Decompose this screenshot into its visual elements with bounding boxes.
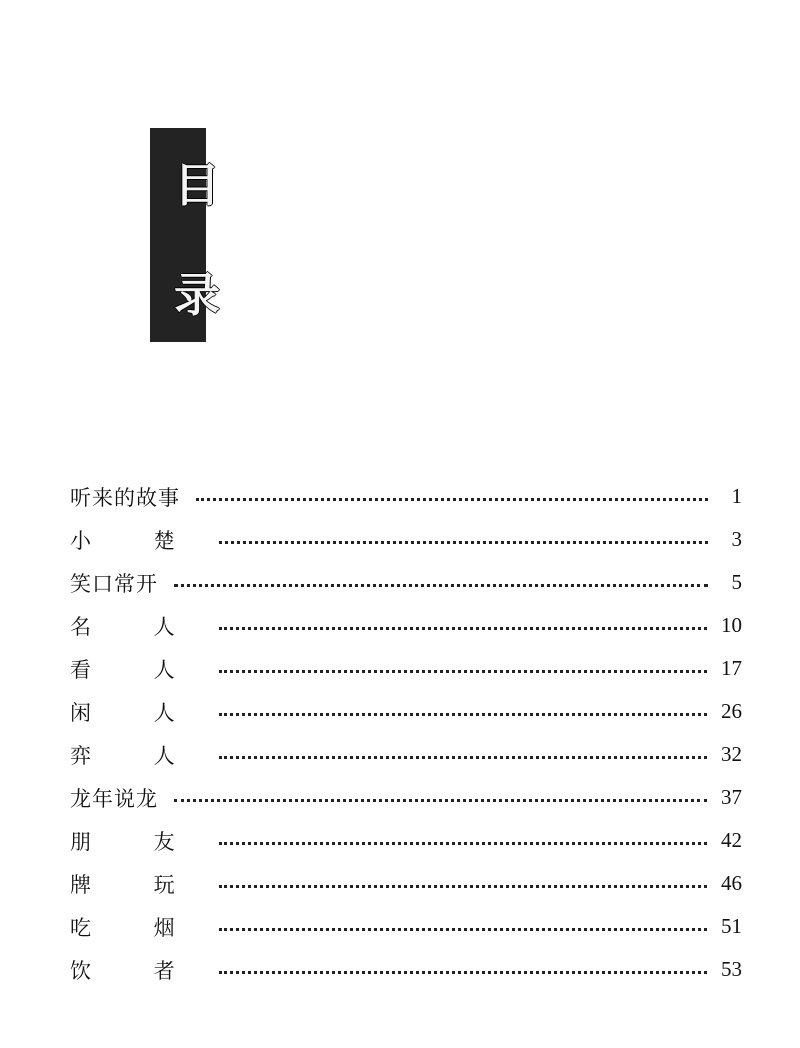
toc-leader-dots xyxy=(219,842,707,845)
toc-page-number: 51 xyxy=(721,914,742,938)
toc-leader-dots xyxy=(219,756,707,759)
toc-leader-dots xyxy=(219,713,707,716)
toc-row[interactable] xyxy=(70,905,742,948)
toc-row[interactable] xyxy=(70,819,742,862)
toc-leader-dots xyxy=(174,799,707,802)
toc-page-number: 46 xyxy=(721,871,742,895)
toc-page-number: 1 xyxy=(731,484,742,508)
toc-entry-title: 龙年说龙 xyxy=(70,786,158,811)
toc-leader-dots xyxy=(219,670,707,673)
toc-row[interactable] xyxy=(70,647,742,690)
toc-row[interactable] xyxy=(70,733,742,776)
toc-page-number: 3 xyxy=(731,527,742,551)
toc-entry-title: 弈 人 xyxy=(70,743,203,768)
table-of-contents xyxy=(70,475,742,991)
toc-leader-dots xyxy=(219,928,707,931)
toc-entry-title: 朋 友 xyxy=(70,829,203,854)
toc-leader-dots xyxy=(219,627,707,630)
toc-page-number: 17 xyxy=(721,656,742,680)
toc-entry-title: 看 人 xyxy=(70,657,203,682)
toc-entry-title: 吃 烟 xyxy=(70,915,203,940)
toc-row[interactable] xyxy=(70,475,742,518)
toc-page-number: 53 xyxy=(721,957,742,981)
toc-entry-title: 听来的故事 xyxy=(70,485,180,510)
toc-row[interactable] xyxy=(70,690,742,733)
toc-page-number: 26 xyxy=(721,699,742,723)
toc-entry-title: 小 楚 xyxy=(70,528,203,553)
toc-row[interactable] xyxy=(70,948,742,991)
toc-page-number: 10 xyxy=(721,613,742,637)
heading-char-1: 目 xyxy=(174,158,220,212)
toc-leader-dots xyxy=(196,498,708,501)
toc-entry-title: 笑口常开 xyxy=(70,571,158,596)
heading-char-2: 录 xyxy=(174,268,220,322)
toc-row[interactable] xyxy=(70,604,742,647)
toc-leader-dots xyxy=(219,971,707,974)
toc-row[interactable] xyxy=(70,862,742,905)
toc-entry-title: 饮 者 xyxy=(70,958,203,983)
toc-leader-dots xyxy=(219,541,708,544)
toc-row[interactable] xyxy=(70,776,742,819)
toc-entry-title: 名 人 xyxy=(70,614,203,639)
toc-page-number: 42 xyxy=(721,828,742,852)
toc-page-number: 37 xyxy=(721,785,742,809)
toc-entry-title: 牌 玩 xyxy=(70,872,203,897)
toc-page-number: 32 xyxy=(721,742,742,766)
toc-entry-title: 闲 人 xyxy=(70,700,203,725)
toc-row[interactable] xyxy=(70,561,742,604)
toc-page-number: 5 xyxy=(731,570,742,594)
toc-row[interactable] xyxy=(70,518,742,561)
toc-leader-dots xyxy=(219,885,707,888)
toc-leader-dots xyxy=(174,584,708,587)
